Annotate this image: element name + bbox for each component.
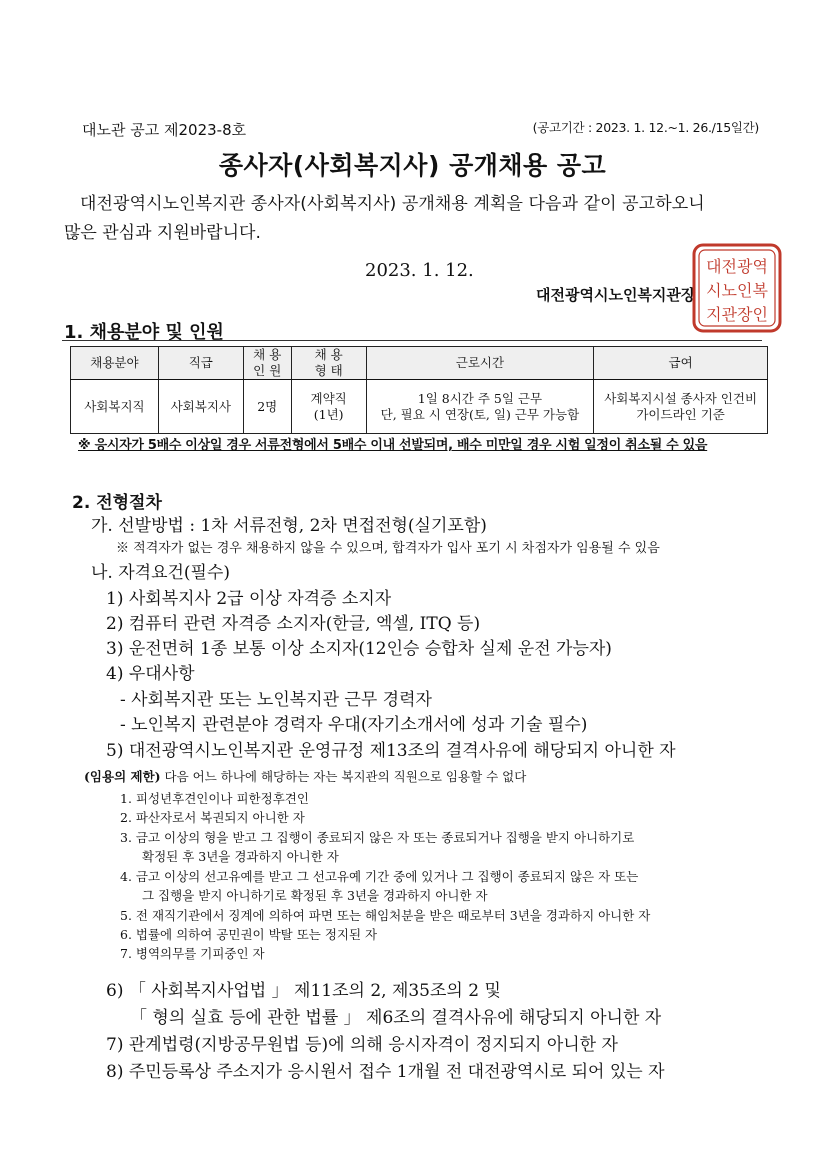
preference-2: - 노인복지 관련분야 경력자 우대(자기소개서에 성과 기술 필수) [120,715,588,735]
requirement-1: 1) 사회복지사 2급 이상 자격증 소지자 [106,589,392,609]
requirement-4: 4) 우대사항 [106,664,195,684]
seal-line-3: 지관장인 [706,305,768,324]
cell-count: 2명 [243,380,291,434]
section-1-heading: 1. 채용분야 및 인원 [64,322,224,343]
restriction-item: 3. 금고 이상의 형을 받고 그 집행이 종료되지 않은 자 또는 종료되거나 집행을 받지 아니하기로 [120,830,635,845]
notice-number: 대노관 공고 제2023-8호 [82,121,247,139]
restriction-item-cont: 그 집행을 받지 아니하기로 확정된 후 3년을 경과하지 아니한 자 [142,888,488,903]
restriction-item: 5. 전 재직기관에서 징계에 의하여 파면 또는 해임처분을 받은 때로부터 3년을 경과하지 아니한 자 [120,908,651,923]
preference-1: - 사회복지관 또는 노인복지관 근무 경력자 [120,690,432,710]
requirement-6: 6) 「 사회복지사업법 」 제11조의 2, 제35조의 2 및 [106,981,501,1001]
restriction-label: (임용의 제한) [84,769,161,784]
table-note: ※ 응시자가 5배수 이상일 경우 서류전형에서 5배수 이내 선발되며, 배수 미만일 경우 시험 일정이 취소될 수 있음 [78,438,708,453]
th-hours: 근로시간 [366,347,594,380]
restriction-item-cont: 확정된 후 3년을 경과하지 아니한 자 [142,849,339,864]
notice-date: 2023. 1. 12. [365,260,474,281]
intro-line-2: 많은 관심과 지원바랍니다. [64,223,261,243]
th-type: 채 용 형 태 [291,347,366,380]
seal-line-2: 시노인복 [706,281,768,300]
section-1-rule [62,340,762,341]
requirement-3: 3) 운전면허 1종 보통 이상 소지자(12인승 승합차 실제 운전 가능자) [106,639,612,659]
table-row [71,380,768,434]
requirement-6-cont: 「 형의 실효 등에 관한 법률 」 제6조의 결격사유에 해당되지 아니한 자 [130,1008,662,1028]
restriction-item: 7. 병역의무를 기피중인 자 [120,946,265,961]
selection-method: 가. 선발방법 : 1차 서류전형, 2차 면접전형(실기포함) [91,516,487,536]
cell-hours: 1일 8시간 주 5일 근무 단, 필요 시 연장(토, 일) 근무 가능함 [366,380,594,434]
appointment-restriction: (임용의 제한) 다음 어느 하나에 해당하는 자는 복지관의 직원으로 임용할 수 없다 [84,769,527,784]
recruitment-table [70,346,768,434]
restriction-item: 1. 피성년후견인이나 피한정후견인 [120,791,309,806]
section-2-heading: 2. 전형절차 [72,493,162,513]
qualification-heading: 나. 자격요건(필수) [91,563,231,583]
selection-note: ※ 적격자가 없는 경우 채용하지 않을 수 있으며, 합격자가 입사 포기 시 차점자가 임용될 수 있음 [116,541,660,556]
requirement-5: 5) 대전광역시노인복지관 운영규정 제13조의 결격사유에 해당되지 아니한 자 [106,741,676,761]
table-header-row [71,347,768,380]
page-title: 종사자(사회복지사) 공개채용 공고 [218,151,607,180]
th-salary: 급여 [594,347,768,380]
organization-name: 대전광역시노인복지관장 [536,286,696,304]
cell-type: 계약직 (1년) [291,380,366,434]
th-count: 채 용 인 원 [243,347,291,380]
th-field: 채용분야 [71,347,159,380]
cell-field: 사회복지직 [71,380,159,434]
requirement-8: 8) 주민등록상 주소지가 응시원서 접수 1개월 전 대전광역시로 되어 있는 자 [106,1062,665,1082]
th-position: 직급 [158,347,243,380]
cell-salary: 사회복지시설 종사자 인건비 가이드라인 기준 [594,380,768,434]
requirement-7: 7) 관계법령(지방공무원법 등)에 의해 응시자격이 정지되지 아니한 자 [106,1035,618,1055]
official-seal-icon [691,242,783,334]
seal-line-1: 대전광역 [706,257,768,276]
requirement-2: 2) 컴퓨터 관련 자격증 소지자(한글, 엑셀, ITQ 등) [106,614,481,634]
cell-position: 사회복지사 [158,380,243,434]
restriction-item: 4. 금고 이상의 선고유예를 받고 그 선고유예 기간 중에 있거나 그 집행이 종료되지 않은 자 또는 [120,869,639,884]
restriction-item: 6. 법률에 의하여 공민권이 박탈 또는 정지된 자 [120,927,378,942]
restriction-item: 2. 파산자로서 복권되지 아니한 자 [120,810,305,825]
intro-line-1: 대전광역시노인복지관 종사자(사회복지사) 공개채용 계획을 다음과 같이 공고하오니 [80,194,705,214]
notice-period: (공고기간 : 2023. 1. 12.~1. 26./15일간) [532,120,759,135]
